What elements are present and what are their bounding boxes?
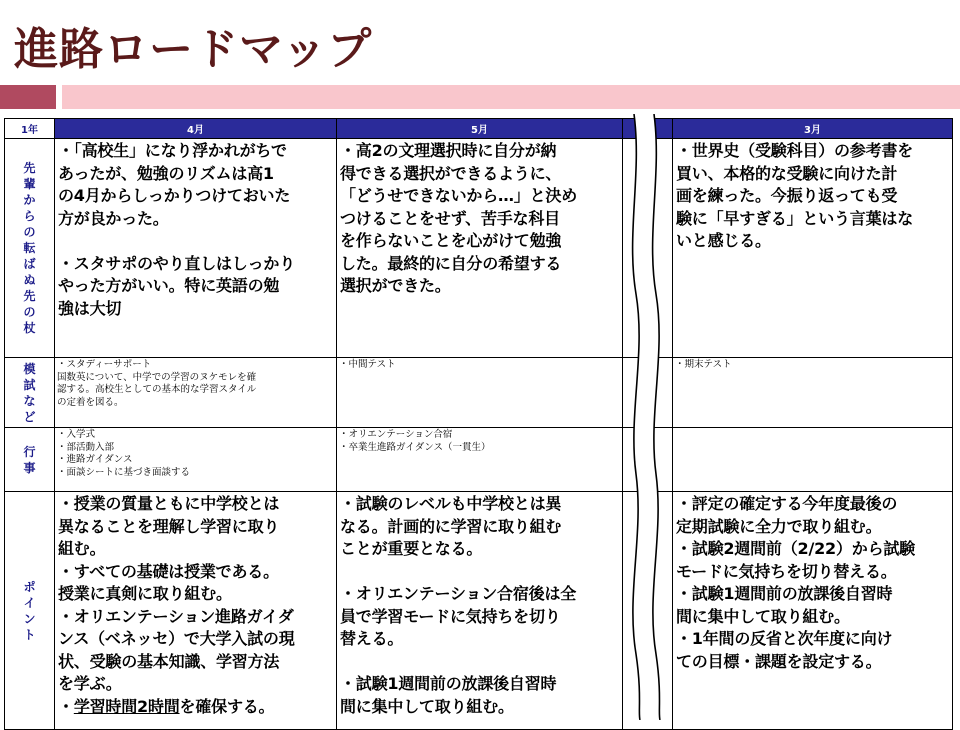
month-header-may: 5月 — [337, 119, 623, 139]
events-march — [673, 428, 953, 492]
row-header-advice-text: 先輩からの転ばぬ先の杖 — [23, 161, 36, 335]
row-header-events — [5, 428, 55, 492]
month-header-gap — [623, 119, 673, 139]
gap-cell — [623, 139, 673, 358]
exams-may: ・中間テスト — [337, 358, 623, 428]
advice-may: ・高2の文理選択時に自分が納 得できる選択ができるように、 「どうせできないから…」と決め つけることをせず、苦手な科目 を作らないことを心がけて勉強 した。最終的に自分の希望する 選択ができた。 — [337, 139, 623, 358]
gap-cell — [623, 428, 673, 492]
points-april-last-prefix: ・ — [58, 696, 74, 716]
exams-april: ・スタディーサポート 国数英について、中学での学習のヌケモレを確 認する。高校生としての基本的な学習スタイル の定着を図る。 — [55, 358, 337, 428]
points-april-main: ・授業の質量ともに中学校とは 異なることを理解し学習に取り 組む。 ・すべての基礎は授業である。 授業に真剣に取り組む。 ・オリエンテーション進路ガイダ ンス（ベネッセ）で大学入試の現 状、受験の基本知識、学習方法 を学ぶ。 — [58, 494, 295, 693]
header-row — [5, 119, 953, 139]
gap-cell — [623, 358, 673, 428]
row-header-points-text: ポイント — [23, 579, 36, 642]
row-header-points — [5, 492, 55, 730]
row-header-events-text: 行事 — [23, 444, 36, 475]
exams-row — [5, 358, 953, 428]
points-april — [55, 492, 337, 730]
advice-row — [5, 139, 953, 358]
points-march: ・評定の確定する今年度最後の 定期試験に全力で取り組む。 ・試験2週間前（2/22）から試験 モードに気持ちを切り替える。 ・試験1週間前の放課後自習時 間に集中して取り組む。 ・1年間の反省と次年度に向け ての目標・課題を設定する。 — [673, 492, 953, 730]
title-accent-bar-dark — [0, 85, 56, 109]
points-row — [5, 492, 953, 730]
gap-cell — [623, 492, 673, 730]
points-april-last-suffix: を確保する。 — [179, 696, 275, 716]
row-header-advice — [5, 139, 55, 358]
advice-march: ・世界史（受験科目）の参考書を 買い、本格的な受験に向けた計 画を練った。今振り返っても受 験に「早すぎる」という言葉はな いと感じる。 — [673, 139, 953, 358]
events-row — [5, 428, 953, 492]
roadmap-table — [4, 118, 953, 730]
page-title: 進路ロードマップ — [14, 24, 373, 75]
row-header-exams-text: 模試など — [23, 361, 36, 424]
points-april-study-hours: 学習時間2時間 — [73, 696, 180, 716]
month-header-april: 4月 — [55, 119, 337, 139]
advice-april: ・「高校生」になり浮かれがちで あったが、勉強のリズムは高1 の4月からしっかりつけておいた 方が良かった。 ・スタサポのやり直しはしっかり やった方がいい。特に英語の勉 強は大切 — [55, 139, 337, 358]
month-header-march: 3月 — [673, 119, 953, 139]
title-accent-bar-light — [62, 85, 960, 109]
exams-march: ・期末テスト — [673, 358, 953, 428]
events-april: ・入学式 ・部活動入部 ・進路ガイダンス ・面談シートに基づき面談する — [55, 428, 337, 492]
events-may: ・オリエンテーション合宿 ・卒業生進路ガイダンス（一貫生） — [337, 428, 623, 492]
year-header: 1年 — [5, 119, 55, 139]
points-may: ・試験のレベルも中学校とは異 なる。計画的に学習に取り組む ことが重要となる。 ・オリエンテーション合宿後は全 員で学習モードに気持ちを切り 替える。 ・試験1週間前の放課後自習時 間に集中して取り組む。 — [337, 492, 623, 730]
row-header-exams — [5, 358, 55, 428]
